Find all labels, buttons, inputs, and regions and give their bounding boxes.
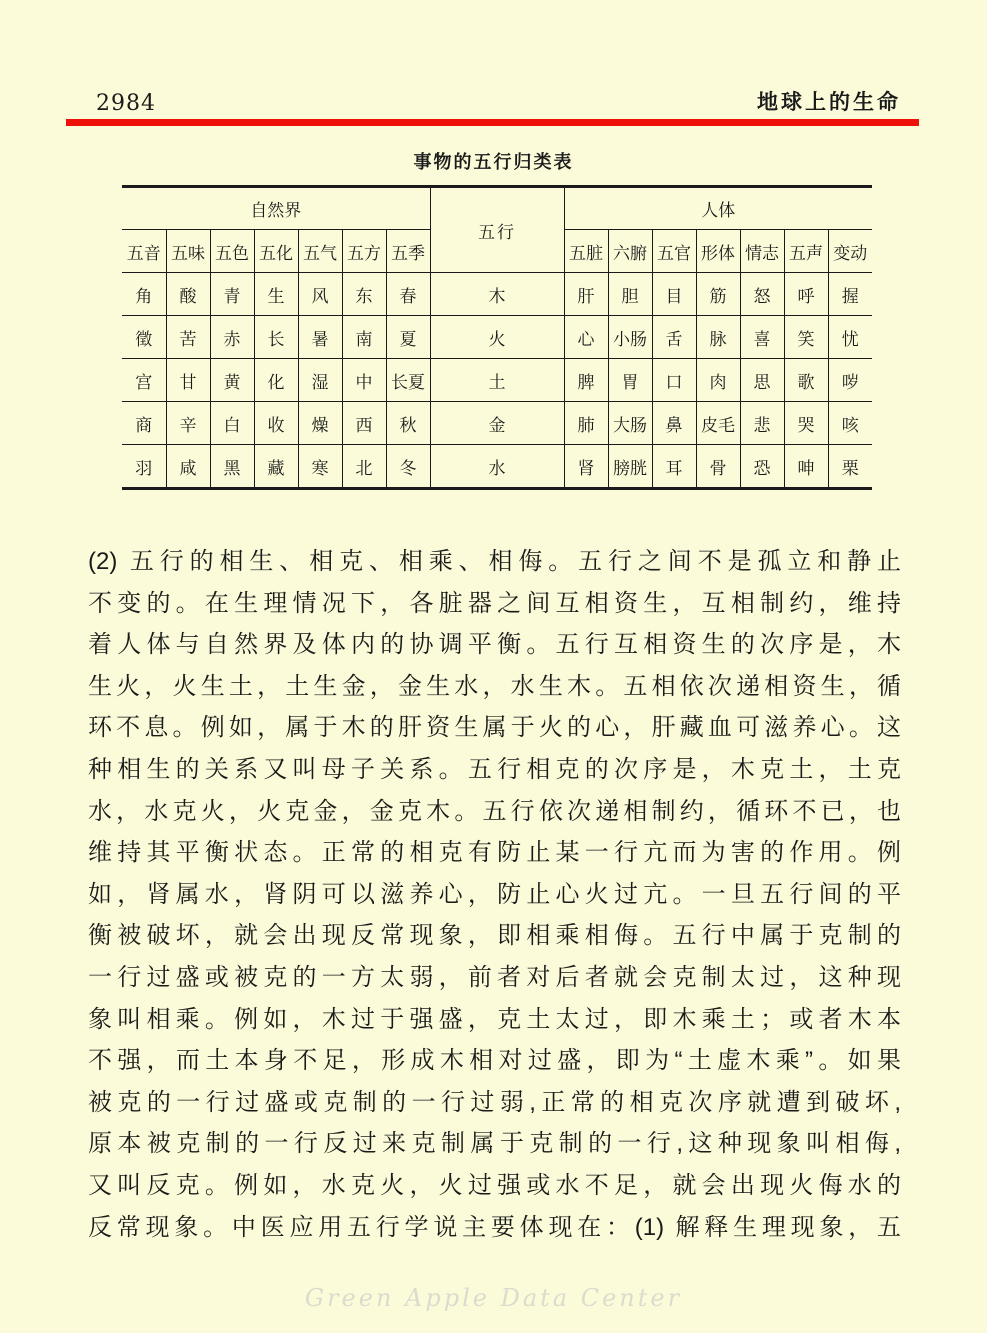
text-line: 环不息。例如，属于木的肝资生属于火的心，肝藏血可滋养心。这 [88,714,901,742]
element-cell: 金 [430,402,564,445]
table-cell: 舌 [652,316,696,359]
text-line: 象叫相乘。例如，木过于强盛，克土太过，即木乘土；或者木本 [88,1005,901,1033]
table-cell: 脾 [564,359,608,402]
table-cell: 皮毛 [696,402,740,445]
col-header: 形体 [696,230,740,273]
table-cell: 咳 [828,402,872,445]
table-cell: 大肠 [608,402,652,445]
table-cell: 辛 [166,402,210,445]
page-number: 2984 [96,91,156,116]
table-cell: 鼻 [652,402,696,445]
table-cell: 思 [740,359,784,402]
table-cell: 羽 [122,445,166,489]
table-cell: 悲 [740,402,784,445]
table-cell: 喜 [740,316,784,359]
header-rule [66,119,919,126]
col-header: 五方 [342,230,386,273]
table-cell: 口 [652,359,696,402]
table-cell: 徵 [122,316,166,359]
text-line: (2) 五行的相生、相克、相乘、相侮。五行之间不是孤立和静止 [88,548,901,575]
table-cell: 苦 [166,316,210,359]
table-row [122,402,872,445]
col-header: 变动 [828,230,872,273]
table-cell: 藏 [254,445,298,489]
table-cell: 青 [210,273,254,316]
table-cell: 收 [254,402,298,445]
table-cell: 哕 [828,359,872,402]
page-header [96,84,901,116]
table-cell: 肾 [564,445,608,489]
group-header-body: 人体 [564,187,872,230]
body-paragraph [88,541,901,1248]
table-cell: 骨 [696,445,740,489]
col-header: 五化 [254,230,298,273]
table-row [122,359,872,402]
table-row [122,187,872,230]
table-cell: 怒 [740,273,784,316]
page-header-title: 地球上的生命 [757,91,901,114]
table-cell: 宫 [122,359,166,402]
col-header: 五气 [298,230,342,273]
text-line: 种相生的关系又叫母子关系。五行相克的次序是，木克土，土克 [88,755,901,783]
table-cell: 膀胱 [608,445,652,489]
table-cell: 东 [342,273,386,316]
group-header-nature: 自然界 [122,187,430,230]
table-cell: 忧 [828,316,872,359]
table-cell: 生 [254,273,298,316]
table-cell: 黑 [210,445,254,489]
table-cell: 耳 [652,445,696,489]
table-cell: 冬 [386,445,430,489]
text-line: 不强，而土本身不足，形成木相对过盛，即为“土虚木乘”。如果 [88,1047,901,1075]
table-cell: 白 [210,402,254,445]
text-line: 一行过盛或被克的一方太弱，前者对后者就会克制太过，这种现 [88,963,901,991]
table-cell: 秋 [386,402,430,445]
text-line: 不变的。在生理情况下，各脏器之间互相资生，互相制约，维持 [88,589,901,617]
col-header: 五季 [386,230,430,273]
table-cell: 角 [122,273,166,316]
table-cell: 化 [254,359,298,402]
table-cell: 西 [342,402,386,445]
element-cell: 木 [430,273,564,316]
col-header: 五官 [652,230,696,273]
text-line: 又叫反克。例如，水克火，火过强或水不足，就会出现火侮水的 [88,1171,901,1199]
table-cell: 栗 [828,445,872,489]
element-cell: 土 [430,359,564,402]
text-line: 维持其平衡状态。正常的相克有防止某一行亢而为害的作用。例 [88,839,901,867]
table-cell: 咸 [166,445,210,489]
table-row [122,316,872,359]
text-line: 反常现象。中医应用五行学说主要体现在：(1) 解释生理现象，五 [88,1213,901,1241]
table-cell: 赤 [210,316,254,359]
table-row [122,273,872,316]
group-header-wuxing: 五行 [430,187,564,273]
table-cell: 胆 [608,273,652,316]
text-line: 水，水克火，火克金，金克木。五行依次递相制约，循环不已，也 [88,797,901,825]
table-cell: 肉 [696,359,740,402]
table-cell: 商 [122,402,166,445]
col-header: 五音 [122,230,166,273]
text-line: 如，肾属水，肾阴可以滋养心，防止心火过亢。一旦五行间的平 [88,880,901,908]
col-header: 五味 [166,230,210,273]
table-cell: 中 [342,359,386,402]
table-cell: 肝 [564,273,608,316]
watermark: Green Apple Data Center [304,1284,683,1312]
table-cell: 南 [342,316,386,359]
table-cell: 长夏 [386,359,430,402]
col-header: 五色 [210,230,254,273]
table-cell: 哭 [784,402,828,445]
table-cell: 寒 [298,445,342,489]
table-cell: 风 [298,273,342,316]
table-title: 事物的五行归类表 [413,152,574,172]
element-cell: 火 [430,316,564,359]
col-header: 五声 [784,230,828,273]
table-cell: 脉 [696,316,740,359]
col-header: 情志 [740,230,784,273]
table-cell: 小肠 [608,316,652,359]
table-cell: 酸 [166,273,210,316]
text-line: 被克的一行过盛或克制的一行过弱,正常的相克次序就遭到破坏, [88,1088,901,1116]
five-elements-table [122,185,872,490]
text-line: 着人体与自然界及体内的协调平衡。五行互相资生的次序是，木 [88,631,901,659]
element-cell: 水 [430,445,564,489]
table-cell: 目 [652,273,696,316]
table-cell: 春 [386,273,430,316]
table-cell: 甘 [166,359,210,402]
table-row [122,445,872,489]
col-header: 六腑 [608,230,652,273]
table-cell: 握 [828,273,872,316]
table-cell: 呻 [784,445,828,489]
table-cell: 湿 [298,359,342,402]
table-cell: 呼 [784,273,828,316]
table-cell: 肺 [564,402,608,445]
table-cell: 筋 [696,273,740,316]
text-line: 生火，火生土，土生金，金生水，水生木。五相依次递相资生，循 [88,672,901,700]
text-line: 衡被破坏，就会出现反常现象，即相乘相侮。五行中属于克制的 [88,922,901,950]
text-line: 原本被克制的一行反过来克制属于克制的一行,这种现象叫相侮, [88,1130,901,1158]
table-cell: 长 [254,316,298,359]
table-cell: 心 [564,316,608,359]
table-cell: 歌 [784,359,828,402]
table-cell: 胃 [608,359,652,402]
table-cell: 笑 [784,316,828,359]
table-cell: 黄 [210,359,254,402]
col-header: 五脏 [564,230,608,273]
table-cell: 夏 [386,316,430,359]
table-cell: 北 [342,445,386,489]
table-cell: 燥 [298,402,342,445]
table-cell: 恐 [740,445,784,489]
table-cell: 暑 [298,316,342,359]
